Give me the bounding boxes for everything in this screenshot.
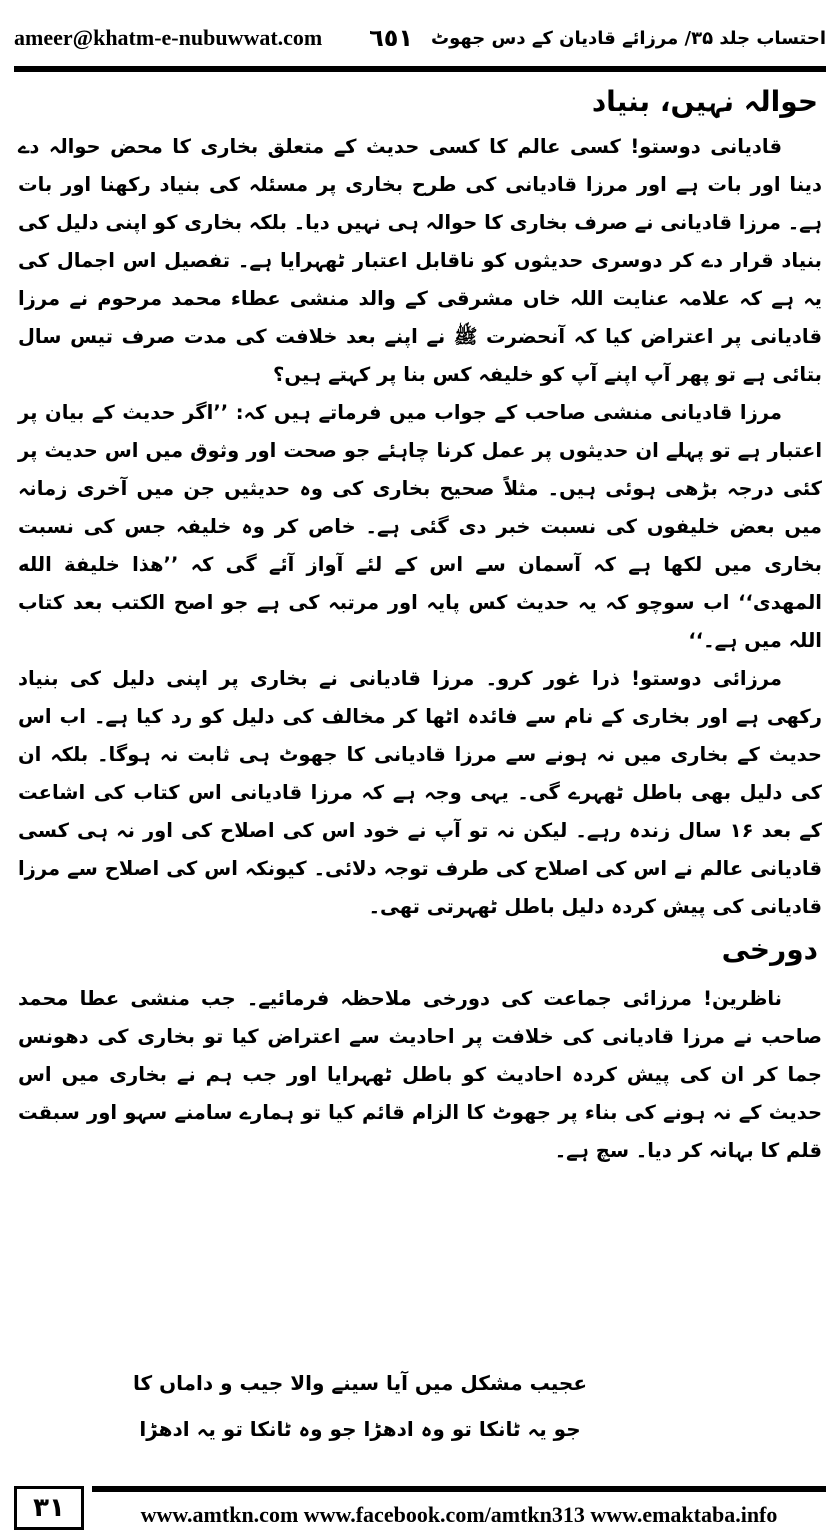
page-footer [14,1484,826,1530]
footer-rule [92,1486,826,1492]
header-email: ameer@khatm-e-nubuwwat.com [14,25,323,50]
paragraph: ناظرین! مرزائی جماعت کی دورخی ملاحظہ فرمائیے۔ جب منشی عطا محمد صاحب نے مرزا قادیانی کی خلافت پر احادیث سے اعتراض کیا تو بخاری کی دھونس جما کر ان کی پیش کردہ احادیث کو باطل ٹھہرایا اور جب ہم نے بخاری میں اس حدیث کے نہ ہونے کی بناء پر جھوٹ کا الزام قائم کیا تو ہمارے سامنے سہو اور سبقت قلم کا بہانہ کر دیا۔ سچ ہے۔ [18,987,822,1162]
paragraph: مرزا قادیانی منشی صاحب کے جواب میں فرماتے ہیں کہ: ’’اگر حدیث کے بیان پر اعتبار ہے تو پہلے ان حدیثوں پر عمل کرنا چاہئے جو صحت اور وثوق میں اس حدیث پر کئی درجہ بڑھی ہوئی ہیں۔ مثلاً صحیح بخاری کی وہ حدیثیں جن میں آخری زمانہ میں بعض خلیفوں کی نسبت خبر دی گئی ہے۔ خاص کر وہ خلیفہ جس کی نسبت بخاری میں لکھا ہے کہ آسمان سے اس کے لئے آواز آئے گی کہ ’’هذا خليفة الله المهدى‘‘ اب سوچو کہ یہ حدیث کس پایہ اور مرتبہ کی ہے جو اصح الکتب بعد کتاب اللہ میں ہے۔‘‘ [18,401,822,652]
section-heading-duplicity: دورخی [721,933,818,966]
couplet-line-2: جو یہ ٹانکا تو وہ ادھڑا جو وہ ٹانکا تو یہ ادھڑا [139,1417,581,1441]
footer-page-number: ۳۱ [14,1486,84,1530]
section-heading-reference: حوالہ نہیں، بنیاد [591,85,818,118]
poetry-couplet [0,1360,840,1452]
header-rule [14,66,826,72]
footer-url-block [92,1486,826,1530]
book-title: احتساب جلد ۳۵/ مرزائے قادیان کے دس جھوٹ [431,27,826,49]
page-content [18,82,822,1170]
couplet-line-1: عجیب مشکل میں آیا سینے والا جیب و داماں کا [132,1371,587,1395]
paragraph: قادیانی دوستو! کسی عالم کا کسی حدیث کے متعلق بخاری کا محض حوالہ دے دینا اور بات ہے اور مرزا قادیانی کی طرح بخاری پر مسئلہ کی بنیاد رکھنا اور بات ہے۔ مرزا قادیانی نے صرف بخاری کا حوالہ ہی نہیں دیا۔ بلکہ بخاری کو اپنی دلیل کی بنیاد قرار دے کر دوسری حدیثوں کو ناقابل اعتبار ٹھہرایا ہے۔ تفصیل اس اجمال کی یہ ہے کہ علامہ عنایت اللہ خاں مشرقی کے والد منشی عطاء محمد مرحوم نے مرزا قادیانی پر اعتراض کیا کہ آنحضرت ﷺ نے اپنے بعد خلافت کی مدت صرف تیس سال بتائی ہے تو پھر آپ اپنے آپ کو خلیفہ کس بنا پر کہتے ہیں؟ [18,135,822,386]
page-header [14,14,826,62]
header-right [369,24,826,52]
footer-urls[interactable]: www.amtkn.com www.facebook.com/amtkn313 www.emaktaba.info [140,1502,778,1527]
header-page-number: ٦٥١ [369,24,414,52]
paragraph: مرزائی دوستو! ذرا غور کرو۔ مرزا قادیانی نے بخاری پر اپنی دلیل کی بنیاد رکھی ہے اور بخاری کے نام سے فائدہ اٹھا کر مخالف کی دلیل کو رد کیا ہے۔ اب اس حدیث کے بخاری میں نہ ہونے سے مرزا قادیانی کا جھوٹ ہی ثابت نہ ہوگا۔ بلکہ ان کی دلیل بھی باطل ٹھہرے گی۔ یہی وجہ ہے کہ مرزا قادیانی اس کتاب کی اشاعت کے بعد ۱۶ سال زندہ رہے۔ لیکن نہ تو آپ نے خود اس کی اصلاح کی اور نہ ہی کسی قادیانی عالم نے اس کی اصلاح کی طرف توجہ دلائی۔ کیونکہ اس کی اصلاح سے مرزا قادیانی کی پیش کردہ دلیل باطل ٹھہرتی تھی۔ [18,667,823,918]
